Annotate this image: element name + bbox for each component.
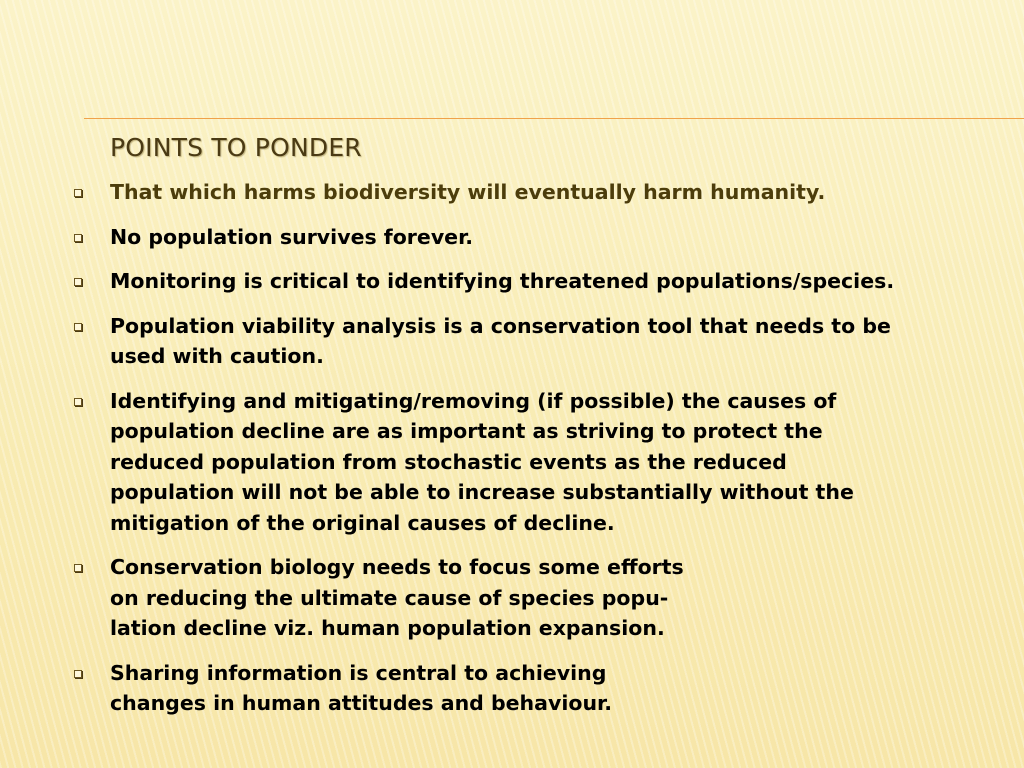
square-bullet-icon <box>74 670 82 678</box>
square-bullet-icon <box>74 234 82 242</box>
square-bullet-icon <box>74 323 82 331</box>
bullet-item <box>72 658 972 719</box>
bullet-text: Identifying and mitigating/removing (if possible) the causes of population decline are as important as striving to protect the reduced population from stochastic events as the reduced population will not be able to increase substantially without the mitigation of the original causes of decline. <box>110 388 854 535</box>
bullet-item <box>72 311 972 372</box>
bullet-item <box>72 386 972 539</box>
bullet-text: Population viability analysis is a conservation tool that needs to be used with caution. <box>110 313 891 368</box>
bullet-text: Conservation biology needs to focus some efforts on reducing the ultimate cause of species popu- lation decline viz. human population expansion. <box>110 555 684 640</box>
bullet-text: That which harms biodiversity will eventually harm humanity. <box>110 180 826 204</box>
square-bullet-icon <box>74 189 82 197</box>
bullet-item <box>72 552 972 644</box>
bullet-item <box>72 266 972 297</box>
bullet-list <box>72 177 972 733</box>
slide-title: POINTS TO PONDER <box>110 133 362 162</box>
bullet-item <box>72 222 972 253</box>
bullet-text: No population survives forever. <box>110 224 474 249</box>
title-divider-line <box>84 118 1024 119</box>
bullet-item <box>72 177 972 208</box>
bullet-text: Monitoring is critical to identifying threatened populations/species. <box>110 269 895 293</box>
square-bullet-icon <box>74 278 82 286</box>
square-bullet-icon <box>74 398 82 406</box>
bullet-text: Sharing information is central to achieving changes in human attitudes and behaviour. <box>110 660 613 715</box>
square-bullet-icon <box>74 564 82 572</box>
